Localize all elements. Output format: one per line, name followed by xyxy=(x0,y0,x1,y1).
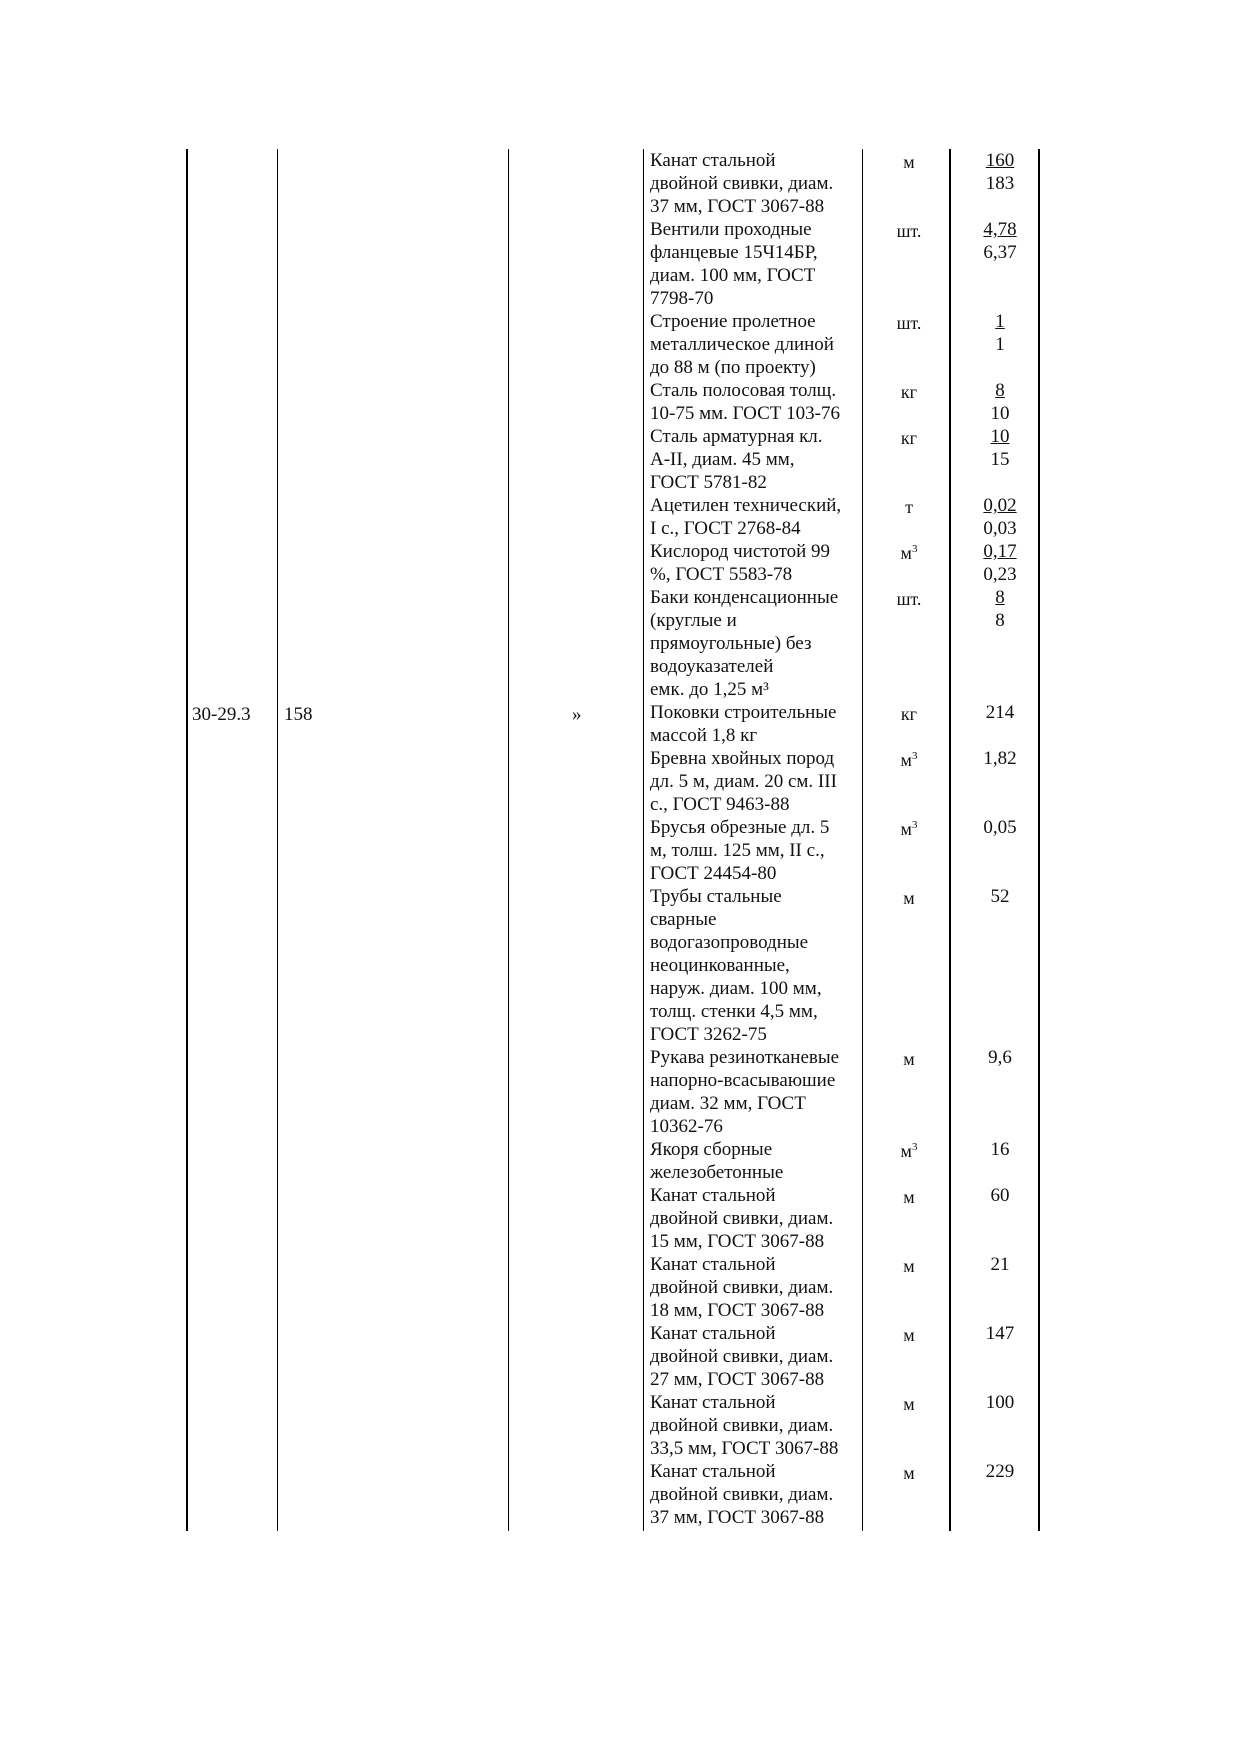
material-name-line: металлическое длиной xyxy=(650,334,834,355)
material-name-line: двойной свивки, диам. xyxy=(650,1415,834,1436)
material-name-line: 18 мм, ГОСТ 3067-88 xyxy=(650,1300,825,1321)
quantity-numerator: 8 xyxy=(995,380,1005,401)
material-quantity xyxy=(948,379,1052,425)
material-row xyxy=(650,586,1240,701)
quantity-numerator: 4,78 xyxy=(983,219,1017,240)
material-name-line: Сталь полосовая толщ. xyxy=(650,380,837,401)
quantity-value: 1,82 xyxy=(983,748,1017,769)
material-name xyxy=(650,540,864,586)
material-name-line: неоцинкованные, xyxy=(650,955,790,976)
material-name-line: Канат стальной xyxy=(650,150,776,171)
material-row xyxy=(650,1184,1240,1253)
material-name xyxy=(650,1460,864,1529)
material-name-line: Канат стальной xyxy=(650,1185,776,1206)
material-name-line: двойной свивки, диам. xyxy=(650,1277,834,1298)
unit-superscript: 3 xyxy=(911,543,918,555)
material-unit: кг xyxy=(900,428,918,448)
material-name-line: напорно-всасываюшие xyxy=(650,1070,836,1091)
quantity-numerator: 1 xyxy=(995,311,1005,332)
material-name-line: Якоря сборные xyxy=(650,1139,773,1160)
unit-superscript: 3 xyxy=(911,819,918,831)
quantity-denominator: 15 xyxy=(990,449,1010,470)
material-unit: т xyxy=(905,497,913,517)
material-name-line: 27 мм, ГОСТ 3067-88 xyxy=(650,1369,825,1390)
material-row xyxy=(650,310,1240,379)
quantity-denominator: 183 xyxy=(985,173,1015,194)
material-row xyxy=(650,149,1240,218)
material-name-line: с., ГОСТ 9463-88 xyxy=(650,794,790,815)
material-quantity xyxy=(948,1460,1052,1483)
column-divider-2 xyxy=(508,149,509,1531)
quantity-value: 9,6 xyxy=(988,1047,1012,1068)
row-code: 30-29.3 xyxy=(192,704,251,725)
material-name xyxy=(650,494,864,540)
material-name-line: Ацетилен технический, xyxy=(650,495,842,516)
material-quantity xyxy=(948,218,1052,264)
material-unit: м xyxy=(903,1394,915,1414)
material-unit: м xyxy=(903,1187,915,1207)
material-name xyxy=(650,1322,864,1391)
material-name xyxy=(650,1138,864,1184)
material-name-line: %, ГОСТ 5583-78 xyxy=(650,564,793,585)
material-name-line: ГОСТ 3262-75 xyxy=(650,1024,767,1045)
material-name-line: I с., ГОСТ 2768-84 xyxy=(650,518,801,539)
material-name-line: Сталь арматурная кл. xyxy=(650,426,823,447)
material-row xyxy=(650,1253,1240,1322)
column-divider-1 xyxy=(277,149,278,1531)
material-unit: $м^3$ xyxy=(900,750,918,770)
quantity-numerator: 10 xyxy=(990,426,1010,447)
material-name xyxy=(650,149,864,218)
material-name xyxy=(650,1391,864,1460)
quantity-value: 16 xyxy=(990,1139,1010,1160)
material-name-line: двойной свивки, диам. xyxy=(650,173,834,194)
material-row xyxy=(650,1460,1240,1529)
material-quantity xyxy=(948,885,1052,908)
material-quantity xyxy=(948,1322,1052,1345)
material-name-line: Канат стальной xyxy=(650,1461,776,1482)
material-name xyxy=(650,747,864,816)
material-name-line: 33,5 мм, ГОСТ 3067-88 xyxy=(650,1438,839,1459)
material-name-line: дл. 5 м, диам. 20 см. III xyxy=(650,771,837,792)
material-row xyxy=(650,379,1240,425)
material-name-line: м, толш. 125 мм, II с., xyxy=(650,840,825,861)
material-unit: кг xyxy=(900,704,918,724)
material-name-line: толщ. стенки 4,5 мм, xyxy=(650,1001,818,1022)
material-name-line: 37 мм, ГОСТ 3067-88 xyxy=(650,1507,825,1528)
material-row xyxy=(650,747,1240,816)
material-row xyxy=(650,540,1240,586)
material-name-line: Канат стальной xyxy=(650,1392,776,1413)
material-row xyxy=(650,885,1240,1046)
material-name-line: емк. до 1,25 м³ xyxy=(650,679,769,700)
quantity-value: 60 xyxy=(990,1185,1010,1206)
material-quantity xyxy=(948,816,1052,839)
quantity-denominator: 10 xyxy=(990,403,1010,424)
quantity-value: 0,05 xyxy=(983,817,1017,838)
unit-superscript: 3 xyxy=(911,1141,918,1153)
material-name xyxy=(650,425,864,494)
material-quantity xyxy=(948,586,1052,632)
material-name-line: до 88 м (по проекту) xyxy=(650,357,816,378)
quantity-denominator: 0,23 xyxy=(983,564,1017,585)
material-name-line: водогазопроводные xyxy=(650,932,809,953)
material-name xyxy=(650,310,864,379)
material-name-line: Канат стальной xyxy=(650,1254,776,1275)
material-name-line: 10362-76 xyxy=(650,1116,723,1137)
material-quantity xyxy=(948,1391,1052,1414)
material-name-line: 37 мм, ГОСТ 3067-88 xyxy=(650,196,825,217)
quantity-value: 52 xyxy=(990,886,1010,907)
material-quantity xyxy=(948,425,1052,471)
unit-superscript: 3 xyxy=(911,750,918,762)
quantity-numerator: 160 xyxy=(985,150,1015,171)
material-name-line: Баки конденсационные xyxy=(650,587,839,608)
quantity-numerator: 0,17 xyxy=(983,541,1017,562)
quantity-value: 214 xyxy=(985,702,1015,723)
quantity-denominator: 8 xyxy=(995,610,1005,631)
material-name-line: Рукава резинотканевые xyxy=(650,1047,840,1068)
material-unit: $м^3$ xyxy=(900,819,918,839)
material-quantity xyxy=(948,540,1052,586)
material-name-line: (круглые и xyxy=(650,610,737,631)
material-unit: м xyxy=(903,1463,915,1483)
material-quantity xyxy=(948,1253,1052,1276)
material-name-line: диам. 100 мм, ГОСТ xyxy=(650,265,816,286)
material-unit: $м^3$ xyxy=(900,543,918,563)
material-name-line: двойной свивки, диам. xyxy=(650,1208,834,1229)
quantity-numerator: 0,02 xyxy=(983,495,1017,516)
material-name-line: Строение пролетное xyxy=(650,311,816,332)
material-name-line: сварные xyxy=(650,909,717,930)
material-quantity xyxy=(948,310,1052,356)
material-row xyxy=(650,1322,1240,1391)
table-border-left xyxy=(186,149,188,1531)
material-quantity xyxy=(948,149,1052,195)
material-name-line: ГОСТ 5781-82 xyxy=(650,472,767,493)
material-name-line: Поковки строительные xyxy=(650,702,837,723)
material-name-line: двойной свивки, диам. xyxy=(650,1346,834,1367)
quantity-value: 21 xyxy=(990,1254,1010,1275)
quantity-denominator: 1 xyxy=(995,334,1005,355)
material-name xyxy=(650,1253,864,1322)
material-unit: м xyxy=(903,1325,915,1345)
material-unit: $м^3$ xyxy=(900,1141,918,1161)
material-row xyxy=(650,218,1240,310)
row-number: 158 xyxy=(284,704,313,725)
material-name xyxy=(650,218,864,310)
material-quantity xyxy=(948,1046,1052,1069)
material-name-line: Бревна хвойных пород xyxy=(650,748,835,769)
material-unit: м xyxy=(903,888,915,908)
material-name xyxy=(650,1046,864,1138)
material-name-line: массой 1,8 кг xyxy=(650,725,758,746)
material-name-line: Канат стальной xyxy=(650,1323,776,1344)
material-name xyxy=(650,885,864,1046)
material-unit: шт. xyxy=(896,589,922,609)
material-unit: м xyxy=(903,1256,915,1276)
quantity-denominator: 6,37 xyxy=(983,242,1017,263)
quantity-value: 147 xyxy=(985,1323,1015,1344)
material-unit: шт. xyxy=(896,221,922,241)
row-ditto-mark: » xyxy=(572,704,582,725)
materials-list xyxy=(650,149,1240,1529)
material-row xyxy=(650,425,1240,494)
material-name-line: 7798-70 xyxy=(650,288,714,309)
material-quantity xyxy=(948,1138,1052,1161)
material-quantity xyxy=(948,1184,1052,1207)
material-row xyxy=(650,701,1240,747)
material-row xyxy=(650,1138,1240,1184)
material-name-line: фланцевые 15Ч14БР, xyxy=(650,242,818,263)
material-unit: кг xyxy=(900,382,918,402)
material-name-line: 10-75 мм. ГОСТ 103-76 xyxy=(650,403,840,424)
material-name-line: Брусья обрезные дл. 5 xyxy=(650,817,830,838)
material-quantity xyxy=(948,701,1052,724)
material-name xyxy=(650,379,864,425)
material-name-line: Кислород чистотой 99 xyxy=(650,541,831,562)
material-row xyxy=(650,494,1240,540)
material-name-line: наруж. диам. 100 мм, xyxy=(650,978,822,999)
material-quantity xyxy=(948,494,1052,540)
quantity-value: 100 xyxy=(985,1392,1015,1413)
quantity-denominator: 0,03 xyxy=(983,518,1017,539)
material-quantity xyxy=(948,747,1052,770)
quantity-value: 229 xyxy=(985,1461,1015,1482)
material-name xyxy=(650,701,864,747)
material-row xyxy=(650,1046,1240,1138)
material-row xyxy=(650,1391,1240,1460)
material-name xyxy=(650,1184,864,1253)
material-name-line: 15 мм, ГОСТ 3067-88 xyxy=(650,1231,825,1252)
material-name-line: ГОСТ 24454-80 xyxy=(650,863,777,884)
material-unit: шт. xyxy=(896,313,922,333)
material-name-line: Трубы стальные xyxy=(650,886,782,907)
material-name xyxy=(650,586,864,701)
material-unit: м xyxy=(903,1049,915,1069)
material-row xyxy=(650,816,1240,885)
material-name-line: диам. 32 мм, ГОСТ xyxy=(650,1093,806,1114)
material-unit: м xyxy=(903,152,915,172)
column-divider-3 xyxy=(643,149,644,1531)
material-name-line: А-II, диам. 45 мм, xyxy=(650,449,795,470)
material-name-line: железобетонные xyxy=(650,1162,784,1183)
material-name-line: двойной свивки, диам. xyxy=(650,1484,834,1505)
quantity-numerator: 8 xyxy=(995,587,1005,608)
material-name-line: Вентили проходные xyxy=(650,219,812,240)
material-name xyxy=(650,816,864,885)
material-name-line: водоуказателей xyxy=(650,656,774,677)
material-name-line: прямоугольные) без xyxy=(650,633,812,654)
